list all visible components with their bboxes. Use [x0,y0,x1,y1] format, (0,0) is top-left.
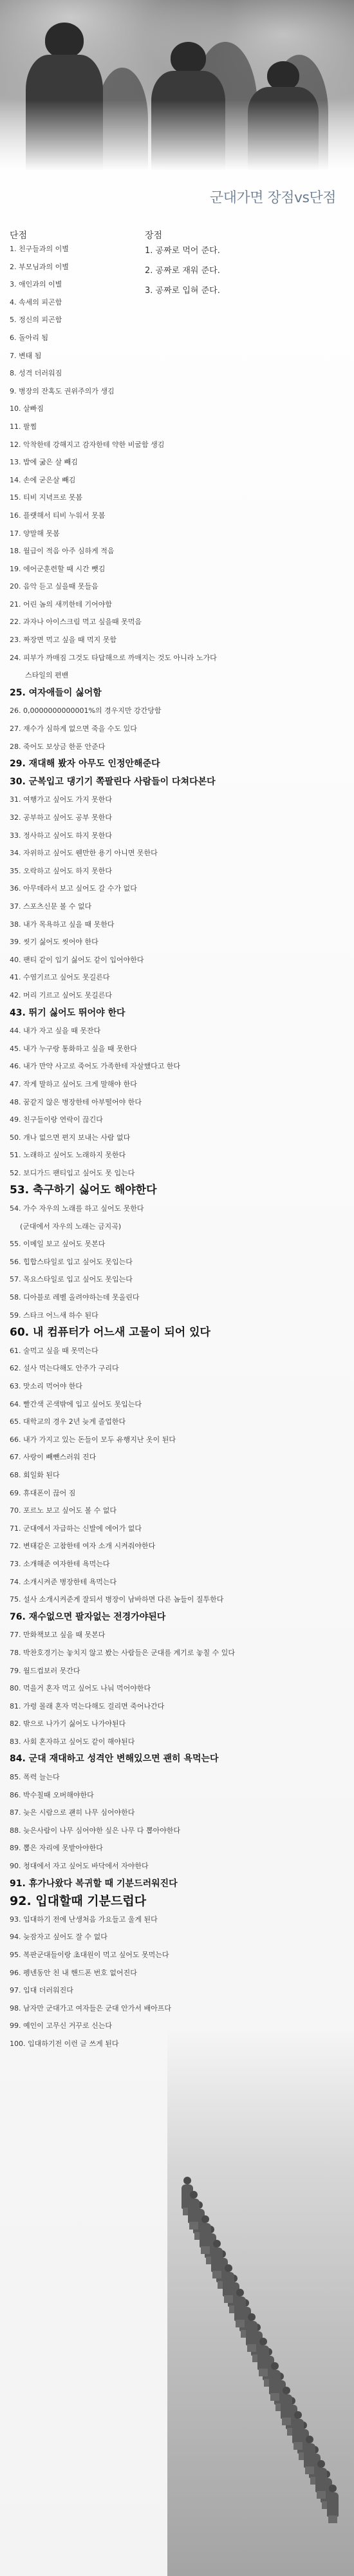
cons-item: 17. 양말해 못봄 [10,529,60,538]
cons-item: 63. 맛소리 먹어야 한다 [10,1382,82,1390]
cons-item: 32. 공부하고 싶어도 공부 못한다 [10,813,112,822]
cons-item: (군대에서 자우의 노래는 금지곡) [20,1222,122,1231]
cons-item: 36. 아무데라서 보고 싶어도 갈 수가 없다 [10,884,137,893]
cons-item: 51. 노래하고 싶어도 노래하지 못한다 [10,1151,126,1160]
cons-item: 93. 입대하기 전에 난생처음 가요들고 울게 된다 [10,1915,158,1924]
cons-item: 30. 군복입고 댕기기 쪽팔린다 사람들이 다쳐다본다 [10,776,216,787]
cons-item: 55. 이메일 보고 싶어도 못본다 [10,1240,106,1249]
cons-item: 45. 내가 누구랑 통화하고 싶을 때 못한다 [10,1044,137,1053]
cons-item: 59. 스타크 어느새 하수 된다 [10,1311,98,1320]
cons-item: 3. 애인과의 이별 [10,280,62,289]
cons-item: 87. 늦은 시람으로 괜히 나무 심어야한다 [10,1808,135,1817]
cons-item: 67. 사랑이 빼뺀스러워 진다 [10,1453,97,1462]
cons-item: 65. 대학교의 경우 2년 늦게 졸업한다 [10,1417,126,1426]
cons-item: 70. 포르노 보고 싶어도 볼 수 없다 [10,1506,116,1515]
cons-item: 62. 설사 먹는다해도 안주가 구리다 [10,1364,119,1373]
cons-item: 43. 뛰기 싫어도 뛰어야 한다 [10,1007,126,1018]
cons-item: 7. 변태 됨 [10,351,42,360]
cons-item: 50. 개나 없으면 편지 보내는 사람 없다 [10,1133,131,1142]
cons-item: 29. 재대해 봤자 아무도 인정안해준다 [10,759,160,770]
cons-item: 9. 병장의 잔혹도 권위주의가 생김 [10,386,115,395]
cons-heading: 단점 [10,231,28,241]
cons-item: 89. 뽑은 자리에 못밭아야한다 [10,1844,103,1853]
cons-item: 91. 휴가나왔다 복귀할 때 기분드러워진다 [10,1878,178,1889]
cons-item: 83. 사회 혼자하고 싶어도 같이 해야된다 [10,1737,135,1746]
cons-item: 72. 변태같은 고참한테 여자 소개 시켜줘야한다 [10,1542,156,1551]
cons-item: 2. 부모님과의 이별 [10,262,69,271]
cons-item: 94. 늦잠자고 싶어도 잘 수 없다 [10,1933,107,1942]
cons-item: 6. 돌아리 됨 [10,333,48,342]
cons-item: 14. 손에 굳은살 빼김 [10,475,76,484]
cons-item: 40. 팬티 같이 입기 싫어도 같이 입어야한다 [10,955,144,964]
marching-soldiers-photo [167,2029,354,2576]
cons-item: 73. 소개해준 여자한테 욕먹는다 [10,1559,110,1568]
cons-item: 24. 피부가 까매짐 그것도 타답해으로 까매지는 것도 아니라 노가다 [10,653,217,662]
cons-item: 90. 청대에서 자고 싶어도 바닥에서 자야한다 [10,1862,149,1871]
cons-item: 16. 플랫해서 티비 누워서 못봄 [10,511,106,520]
cons-item: 66. 내가 가지고 있는 돈들이 모두 유행지난 옷이 된다 [10,1435,176,1444]
pros-item: 2. 공짜로 재워 준다. [145,266,220,276]
cons-item: 21. 어린 놈의 새끼한테 기어야함 [10,600,112,609]
cons-item: 77. 만화책보고 싶을 때 못본다 [10,1631,106,1640]
cons-item: 18. 월급이 적음 아주 심하게 적음 [10,547,115,556]
cons-item: 8. 성격 더러워짐 [10,369,62,378]
cons-item: 92. 입대할때 기분드럽다 [10,1894,147,1909]
cons-item: 26. 0,0000000000001%의 경우지만 강간당함 [10,706,162,715]
cons-item: 20. 음악 듣고 싶을때 못들음 [10,582,98,591]
marcher-figure [326,2485,340,2523]
cons-item: 75. 설사 소개시켜준게 잘되서 병장이 남바하면 다른 놈들이 질투한다 [10,1595,224,1604]
cons-item: 56. 힙합스타일로 입고 싶어도 못입는다 [10,1257,133,1266]
cons-item: 47. 작게 말하고 싶어도 크게 말해야 한다 [10,1079,137,1088]
cons-item: 64. 빨간색 곤색밖에 입고 싶어도 못입는다 [10,1399,142,1408]
cons-item: 4. 속세의 피곤함 [10,298,62,307]
pros-heading: 장점 [145,231,163,241]
cons-item: 76. 재수없으면 팔자없는 전경가야된다 [10,1611,166,1622]
cons-item: 22. 과자나 아이스크림 먹고 싶을때 못먹음 [10,618,142,627]
cons-item: 31. 여행가고 싶어도 가지 못한다 [10,795,112,804]
cons-item: 46. 내가 만약 사고로 죽어도 가족한테 자살했다고 한다 [10,1062,181,1071]
cons-item: 28. 죽어도 보상금 한푼 안준다 [10,742,106,751]
cons-item: 19. 에어군훈련할 때 시간 뺏김 [10,564,106,573]
cons-item: 58. 디아블로 레벨 올려야하는데 못올린다 [10,1293,140,1302]
cons-item: 44. 내가 자고 싶을 때 못잔다 [10,1027,101,1036]
cons-item: 96. 펭넨동안 친 내 핸드폰 번호 없어진다 [10,1968,137,1977]
cons-item: 88. 늦은사람이 나무 심어야한 싶은 나무 다 뽑아야한다 [10,1826,181,1835]
cons-item: 54. 가수 자우의 노래를 하고 싶어도 못한다 [10,1204,144,1213]
cons-item: 81. 가령 몰래 혼자 먹는다해도 걸리면 죽어나간다 [10,1701,165,1710]
cons-item: 41. 수염기르고 싶어도 못길른다 [10,973,110,982]
cons-item: 12. 악착한테 강해지고 감자한테 약한 비굴함 생김 [10,440,165,449]
cons-item: 95. 복판군대들이랑 초대원이 먹고 싶어도 못먹는다 [10,1951,169,1959]
pros-item: 3. 공짜로 입혀 준다. [145,286,220,296]
cons-item: 84. 군대 재대하고 성격안 변해있으면 괜히 욕먹는다 [10,1754,219,1765]
cons-item: 78. 박찬호경기는 놓치지 않고 봤는 사람들은 군대를 계기로 놓칠 수 있다 [10,1648,235,1657]
cons-item: 52. 보디가드 팬티입고 싶어도 못 입는다 [10,1168,135,1177]
cons-item: 69. 휴대폰이 끊어 짐 [10,1488,76,1497]
cons-item: 5. 정신의 피곤함 [10,316,62,325]
cons-item: 39. 씻기 싫어도 씻어야 한다 [10,938,98,947]
cons-item: 33. 정사하고 싶어도 하지 못한다 [10,831,112,840]
cons-item: 11. 팔찜 [10,422,37,431]
cons-item: 85. 폭력 늘는다 [10,1773,60,1782]
cons-item: 82. 밖으로 나가기 싫어도 나가야된다 [10,1719,126,1728]
cons-item: 27. 재수가 심하게 없으면 죽을 수도 있다 [10,724,137,734]
cons-item: 42. 머리 기르고 싶어도 못길른다 [10,990,112,999]
cons-item: 99. 예인이 고무신 거꾸로 신는다 [10,2022,112,2031]
cons-item: 100. 입대하기전 이런 글 쓰게 된다 [10,2039,119,2048]
cons-item: 49. 친구들이랑 연락이 끊긴다 [10,1115,103,1124]
cons-item: 10. 살빠짐 [10,404,44,413]
cons-item: 13. 밥에 굶은 살 빼김 [10,458,78,467]
cons-item: 97. 입대 더러워진다 [10,1986,73,1995]
cons-item: 35. 오락하고 싶어도 하지 못한다 [10,866,112,875]
page-title: 군대가면 장점vs단점 [210,190,336,206]
cons-item: 25. 여자애들이 싫어함 [10,687,102,698]
cons-item: 98. 남자만 군대가고 여자들은 군대 안가서 배아프다 [10,2003,171,2012]
cons-item: 60. 내 컴퓨터가 어느새 고물이 되어 있다 [10,1326,210,1340]
cons-item: 68. 회일화 된다 [10,1470,60,1479]
cons-item: 34. 자위하고 싶어도 웬만한 용기 아니면 못한다 [10,849,158,858]
cons-item: 86. 박수칠때 오버해야한다 [10,1790,94,1799]
cons-item: 1. 친구들과의 이별 [10,245,69,253]
pros-item: 1. 공짜로 먹어 준다. [145,246,220,256]
cons-item: 15. 티비 지녁프로 못봄 [10,493,82,502]
header-photo [0,0,354,171]
cons-item: 스타일의 편밴 [25,671,69,680]
cons-item: 23. 짜장면 먹고 싶을 때 먹지 못함 [10,636,116,645]
cons-item: 48. 꿈같지 않은 병장한테 아부떨어야 한다 [10,1097,142,1106]
cons-item: 57. 목요스타일로 입고 싶어도 못입는다 [10,1275,133,1284]
cons-item: 38. 내가 목욕하고 싶을 때 못한다 [10,920,115,929]
cons-item: 79. 월드컵보러 못간다 [10,1666,80,1675]
cons-item: 74. 소개시켜준 병장한테 욕먹는다 [10,1577,117,1586]
cons-item: 71. 군대에서 자급하는 신발에 에어가 없다 [10,1524,142,1533]
cons-item: 80. 먹을거 혼자 먹고 싶어도 나눠 먹어야한다 [10,1684,151,1693]
cons-item: 53. 축구하기 싫어도 해야한다 [10,1184,157,1197]
cons-item: 61. 술먹고 싶을 때 못먹는다 [10,1346,98,1355]
cons-item: 37. 스포츠신문 볼 수 없다 [10,902,92,911]
cons-list [10,245,235,2058]
